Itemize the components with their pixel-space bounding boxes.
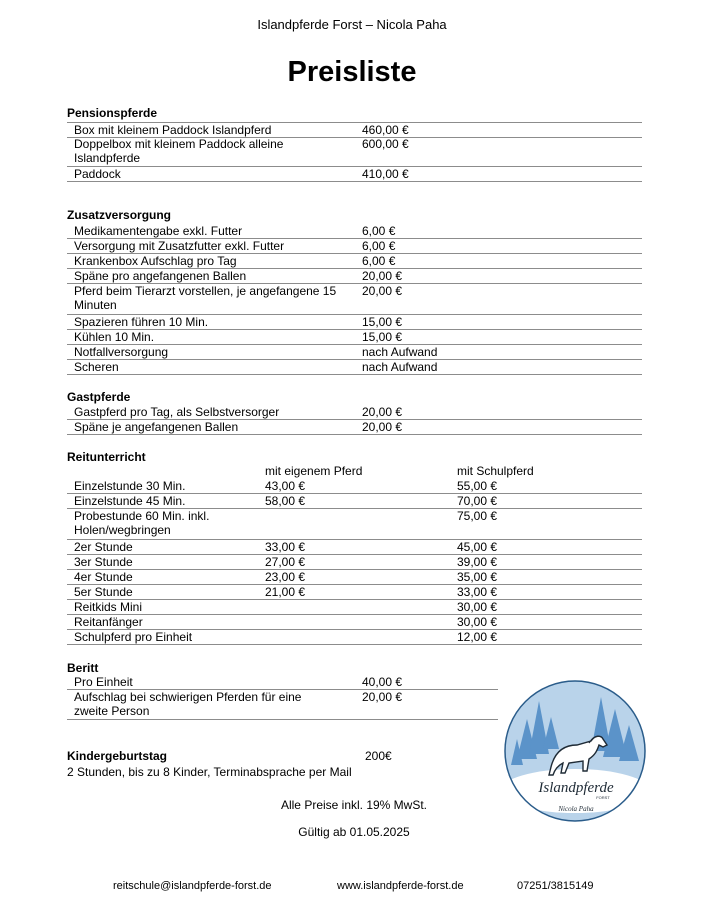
row-label: 5er Stunde [74, 585, 133, 599]
section-title-kinder: Kindergeburtstag [67, 749, 168, 763]
row-price: 20,00 € [362, 269, 403, 283]
table-row [67, 122, 642, 138]
row-label: Spazieren führen 10 Min. [74, 315, 209, 329]
table-row [67, 224, 642, 239]
table-row [67, 420, 642, 435]
row-label: Späne pro angefangenen Ballen [74, 269, 247, 283]
row-label: Kühlen 10 Min. [74, 330, 155, 344]
row-price-school: 55,00 € [457, 479, 498, 493]
row-price: 20,00 € [362, 405, 403, 419]
row-price: 600,00 € [362, 137, 409, 151]
row-label: Späne je angefangenen Ballen [74, 420, 239, 434]
table-row [67, 284, 642, 315]
row-label: Aufschlag bei schwierigen Pferden für eine zweite Person [74, 690, 302, 718]
table-row [67, 509, 642, 540]
table-row [67, 600, 642, 615]
row-label: Reitanfänger [74, 615, 143, 629]
table-row [67, 555, 642, 570]
row-price: nach Aufwand [362, 345, 438, 359]
row-label: Gastpferd pro Tag, als Selbstversorger [74, 405, 280, 419]
row-label: Schulpferd pro Einheit [74, 630, 193, 644]
row-price-school: 33,00 € [457, 585, 498, 599]
row-price-school: 30,00 € [457, 615, 498, 629]
table-row [67, 360, 642, 375]
table-row [67, 494, 642, 509]
logo-signature: Nicola Paha [558, 805, 594, 813]
table-row [67, 690, 498, 720]
row-label: Einzelstunde 30 Min. [74, 479, 186, 493]
row-label: Pferd beim Tierarzt vorstellen, je angefangene 15 Minuten [74, 284, 337, 312]
row-label: Doppelbox mit kleinem Paddock alleine Islandpferde [74, 137, 284, 165]
table-row [67, 585, 642, 600]
row-price-school: 35,00 € [457, 570, 498, 584]
table-row [67, 570, 642, 585]
islandpferde-logo [503, 679, 647, 823]
row-price: 460,00 € [362, 123, 409, 137]
row-price-own: 43,00 € [265, 479, 306, 493]
row-label: 2er Stunde [74, 540, 133, 554]
table-row [67, 167, 642, 182]
row-price: 15,00 € [362, 315, 403, 329]
row-price-own: 21,00 € [265, 585, 306, 599]
row-label: Versorgung mit Zusatzfutter exkl. Futter [74, 239, 285, 253]
table-row [67, 540, 642, 555]
valid-note: Gültig ab 01.05.2025 [298, 825, 410, 839]
row-price-school: 45,00 € [457, 540, 498, 554]
row-price: 40,00 € [362, 675, 403, 689]
row-price-school: 70,00 € [457, 494, 498, 508]
row-label: Scheren [74, 360, 119, 374]
table-row [67, 239, 642, 254]
table-row [67, 315, 642, 330]
section-title-pension: Pensionspferde [67, 106, 158, 120]
page-title: Preisliste [287, 56, 417, 88]
row-label: Probestunde 60 Min. inkl. Holen/wegbringen [74, 509, 210, 537]
section-title-zusatz: Zusatzversorgung [67, 208, 172, 222]
row-label: Krankenbox Aufschlag pro Tag [74, 254, 237, 268]
table-row [67, 254, 642, 269]
row-price-school: 30,00 € [457, 600, 498, 614]
section-title-gast: Gastpferde [67, 390, 131, 404]
row-price-own: 27,00 € [265, 555, 306, 569]
tax-note: Alle Preise inkl. 19% MwSt. [280, 798, 428, 812]
table-row [67, 675, 498, 690]
footer-web: www.islandpferde-forst.de [337, 880, 464, 892]
column-header-school: mit Schulpferd [457, 464, 534, 478]
logo-name: Islandpferde [538, 780, 614, 796]
row-price-own: 23,00 € [265, 570, 306, 584]
row-label: Reitkids Mini [74, 600, 143, 614]
kinder-description: 2 Stunden, bis zu 8 Kinder, Terminabsprache per Mail [67, 765, 352, 779]
row-label: 3er Stunde [74, 555, 133, 569]
table-row [67, 137, 642, 167]
table-row [67, 345, 642, 360]
kinder-price: 200€ [365, 749, 392, 763]
row-price: nach Aufwand [362, 360, 438, 374]
table-row [67, 269, 642, 284]
row-label: Pro Einheit [74, 675, 133, 689]
table-row [67, 330, 642, 345]
row-price: 20,00 € [362, 420, 403, 434]
row-price: 6,00 € [362, 254, 396, 268]
row-price: 20,00 € [362, 284, 403, 298]
table-row [67, 615, 642, 630]
row-label: 4er Stunde [74, 570, 133, 584]
table-row [67, 630, 642, 645]
section-title-beritt: Beritt [67, 661, 99, 675]
table-row [67, 405, 642, 420]
row-price-own: 33,00 € [265, 540, 306, 554]
row-label: Box mit kleinem Paddock Islandpferd [74, 123, 272, 137]
table-row [67, 479, 642, 494]
row-price-own: 58,00 € [265, 494, 306, 508]
row-label: Paddock [74, 167, 121, 181]
row-price-school: 39,00 € [457, 555, 498, 569]
row-label: Medikamentengabe exkl. Futter [74, 224, 243, 238]
row-price-school: 12,00 € [457, 630, 498, 644]
footer-email: reitschule@islandpferde-forst.de [113, 880, 272, 892]
row-label: Einzelstunde 45 Min. [74, 494, 186, 508]
section-title-reit: Reitunterricht [67, 450, 146, 464]
logo-sub: FORST [596, 795, 610, 800]
row-price: 15,00 € [362, 330, 403, 344]
footer-phone: 07251/3815149 [517, 880, 594, 892]
row-price: 6,00 € [362, 224, 396, 238]
page-header: Islandpferde Forst – Nicola Paha [257, 17, 447, 32]
row-price: 410,00 € [362, 167, 409, 181]
row-price: 6,00 € [362, 239, 396, 253]
row-label: Notfallversorgung [74, 345, 169, 359]
column-header-own: mit eigenem Pferd [265, 464, 363, 478]
row-price-school: 75,00 € [457, 509, 498, 523]
row-price: 20,00 € [362, 690, 403, 704]
